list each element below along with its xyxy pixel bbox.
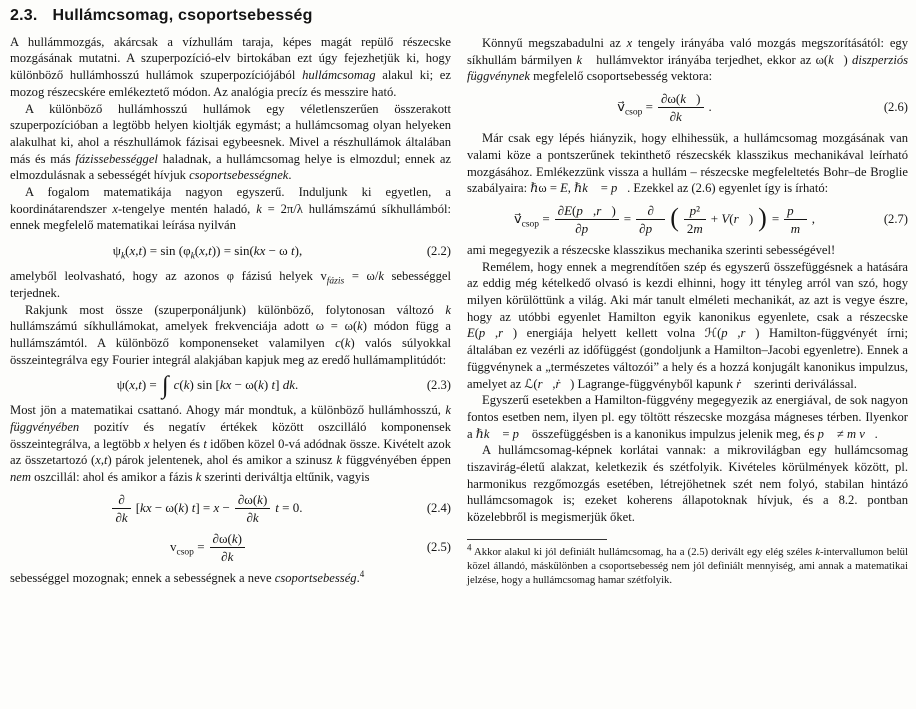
math-expression: $v⃗_{csop}$ = <box>617 99 653 118</box>
paragraph: Egyszerű esetekben a Hamilton-függvény megegyezik az energiával, de sok nagyon fontos esetben nem, ilyen pl. egy töltött részecske mozgása mágneses térben. Ilyenkor a ℏk⃗ = p⃗ összefüggésben is a kanonikus impulzus jelenik meg, és p⃗ ≠ m v⃗. <box>467 393 908 441</box>
right-column <box>467 8 908 587</box>
numerator: ∂ω(k⃗) <box>658 91 704 108</box>
numerator: ∂ <box>112 492 130 509</box>
denominator: ∂k <box>221 548 234 564</box>
equation-number: (2.4) <box>426 501 451 516</box>
fraction <box>658 91 704 124</box>
numerator: p⃗ <box>784 203 807 220</box>
math-expression: = <box>771 211 780 227</box>
denominator: ∂p⃗ <box>639 220 663 236</box>
equation-number: (2.2) <box>426 243 451 258</box>
equation-number: (2.3) <box>426 378 451 392</box>
paragraph: sebességgel mozognak; ennek a sebességnek a neve csoportsebesség.$^4$ <box>10 568 365 585</box>
footnote-rule <box>467 539 607 540</box>
math-expression: + V(r⃗) <box>710 211 754 227</box>
footnote <box>467 539 908 588</box>
section-title-text: Hullámcsomag, csoportsebesség <box>52 7 313 24</box>
equation-body <box>10 243 405 260</box>
paragraph: ami megegyezik a részecske klasszikus mechanika szerinti sebességével! <box>467 242 836 257</box>
numerator: ∂ω(k) <box>210 531 245 548</box>
paragraph: Könnyű megszabadulni az x tengely irányába való mozgás megszorításától: egy síkhullám bármilyen k⃗ hullámvektor irányába terjedhet, ekkor az ω(k⃗) diszperziós függvénynek megfelelő csoportsebesség vektora: <box>467 36 909 84</box>
denominator: ∂k <box>115 509 128 525</box>
equation-body: ψ(x,t) = ∫ c(k) sin [kx − ω(k) t] dk. <box>116 372 299 400</box>
numerator: ∂ <box>636 203 665 220</box>
fraction <box>684 203 706 236</box>
paragraph: Remélem, hogy ennek a megrendítően szép és egyszerű összefüggésnek a hatására az eddig még kételkedő olvasó is kezdi elhinni, hogy itt tényleg arról van szó, hogy milyen körülöttünk a világ. Aki már tanult elméleti mechanikát, az azt is vegye észre, hogy az utóbbi egyenlet Hamilton egyik kanonikus egyenlete, csak a részecske E(p⃗,r⃗) energiája helyett kellett volna ℋ(p⃗,r⃗) Hamilton-függvényét írni; általában ez vezérli az időfüggést (gondoljunk a Hamilton–Jacobi egyenletre). Ennek a függvénynek a „természetes változói” a hely és a hozzá konjugált kanonikus impulzus, amelyet az ℒ(r⃗,ṙ⃗) Lagrange-függvényből kapunk ṙ⃗ szerinti deriválással. <box>467 259 908 391</box>
math-expression: . <box>708 99 712 115</box>
equation-body: $v⃗_{csop}$ = $\frac{\partial E(p⃗,r⃗)}{\partial p⃗}$ = $\frac{\partial}{\partial p⃗}$ ( $\frac{\text{p²}}{2m}$ + V(r⃗) ) = $\frac{p⃗}{m}$ , <box>513 202 816 236</box>
math-expression: $v_{csop}$ = <box>170 539 205 558</box>
math-expression: ψ(x,t) = <box>116 377 157 392</box>
equation-number: (2.5) <box>426 540 451 555</box>
math-expression: , <box>811 211 816 227</box>
numerator: ∂E(p⃗,r⃗) <box>555 203 619 220</box>
equation-body <box>10 531 405 564</box>
paragraph: amelyből leolvasható, hogy az azonos φ fázisú helyek $v_{fázis} = \omega/k$ sebességgel terjednek. <box>10 269 451 300</box>
fraction <box>112 492 130 525</box>
equation-number: (2.6) <box>883 100 908 115</box>
two-column-layout <box>10 8 908 587</box>
paragraph: A fogalom matematikája nagyon egyszerű. Induljunk ki egyetlen, a koordinátarendszer x-tengelye mentén haladó, k = 2π/λ hullámszámú síkhullámból: ennek megfelelő matematikai leírása nyilván <box>10 185 451 233</box>
math-expression: [kx − ω(k) t] = x − <box>135 500 230 516</box>
equation-2-5 <box>10 531 451 564</box>
paragraph: A különböző hullámhosszú hullámok egy véletlenszerűen összerakott szuperpozícióban a legtöbb helyen kioltják egymást; a hullámcsomag olyan helyeken alakulhat ki, ahol a részhullámok fázisai egybeesnek. Mivel a részhullámok általában más és más fázissebességgel haladnak, a hullámcsomag helye is elmozdul; ennek az elmozdulásnak a sebességét hívjuk csoportsebességnek. <box>10 101 451 183</box>
equation-body <box>10 492 405 525</box>
equation-2-2 <box>10 240 451 262</box>
section-number: 2.3. <box>10 7 38 24</box>
equation-body <box>467 91 862 124</box>
equation-2-6 <box>467 91 908 124</box>
paragraph: Rakjunk most össze (szuperponáljunk) különböző, folytonosan változó k hullámszámú síkhullámokat, amelyek frekvenciája adott ω = ω(k) módon függ a hullámszámtól. A különböző komponenseket valamilyen c(k) valós súlyokkal összeintegrálva egy Fourier integrál alakjában kapjuk meg az eredő hullámamplitúdót: <box>10 302 452 367</box>
fraction <box>784 203 807 236</box>
equation-2-7 <box>467 203 908 236</box>
section-title <box>10 8 451 25</box>
denominator: m <box>790 220 801 236</box>
fraction <box>235 492 270 525</box>
numerator: ∂ω(k) <box>235 492 270 509</box>
paragraph: Már csak egy lépés hiányzik, hogy elhihessük, a hullámcsomag mozgásának van valami köze a pontszerűnek tekinthető részecskék klasszikus mechanikával leírható mozgásához. Emlékezzünk vissza a hullám – részecske megfeleltetés Bohr–de Broglie szabályaira: ℏω = E, ℏk⃗ = p⃗. Ezekkel az (2.6) egyenlet így is írható: <box>467 131 908 196</box>
equation-2-3 <box>10 372 451 400</box>
math-expression: $v⃗_{csop}$ = <box>513 211 550 230</box>
paragraph: A hullámcsomag-képnek korlátai vannak: a mikrovilágban egy hullámcsomag tiszavirág-életű alakzat, keletkezik és szétfolyik. Kivételes körülmények között, pl. harmonikus rezgőmozgás esetében, létrejöhetnek szét nem folyó, stabilan hintázó hullámcsomagok is; ezeket koherens állapotoknak hívjuk, és a 8.2. pontban közelebbről is megismerjük őket. <box>467 443 908 525</box>
left-column <box>10 8 451 587</box>
fraction <box>210 531 245 564</box>
denominator: ∂k⃗ <box>669 109 692 125</box>
equation-number: (2.7) <box>883 212 908 227</box>
paragraph: Most jön a matematikai csattanó. Ahogy már mondtuk, a különböző hullámhosszú, k függvényében pozitív és negatív értékek között oszcilláló komponensek összeintegrálva, a legtöbb x helyen és t időben közel 0-vá adódnak össze. Kivételt azok az összetartozó (x,t) párok jelentenek, ahol és amikor a szinusz k függvényében éppen nem oszcillál: ahol és amikor a fázis k szerinti deriváltja eltűnik, vagyis <box>10 403 451 485</box>
denominator: ∂p⃗ <box>575 220 599 236</box>
math-expression: = <box>623 211 632 227</box>
footnote-text: $^4$ Akkor alakul ki jól definiált hullámcsomag, ha a (2.5) derivált egy elég széles k-intervallumon belül közel állandó, máskülönben a csoportsebesség nem jól definiált mennyiség, ami annak a matematikai jelzése, hogy a hullámcsomag hamar szétfolyik. <box>467 542 908 587</box>
denominator: ∂k <box>246 509 259 525</box>
numerator: p² <box>684 203 706 220</box>
math-expression: c(k) sin [kx − ω(k) t] dk. <box>173 377 299 392</box>
denominator: 2m <box>686 220 703 236</box>
math-expression: $\psi_k(x,t) = \sin (\varphi_k(x,t)) = \sin(kx - \omega$ t), <box>112 242 303 262</box>
fraction <box>636 203 665 236</box>
math-expression: t = 0. <box>275 500 303 516</box>
paragraph: A hullámmozgás, akárcsak a vízhullám taraja, képes magát repülő részecske mozgásának mutatni. A szuperpozíció-elv birtokában ezt úgy fejezhetjük ki, hogy különböző hullámhosszú hullámok szuperpozíciójából hullámcsomag alakul ki; ez mozog részecskére emlékeztető módon. Az analógia precíz és messzire ható. <box>10 34 451 99</box>
equation-2-4 <box>10 492 451 525</box>
fraction <box>555 203 619 236</box>
